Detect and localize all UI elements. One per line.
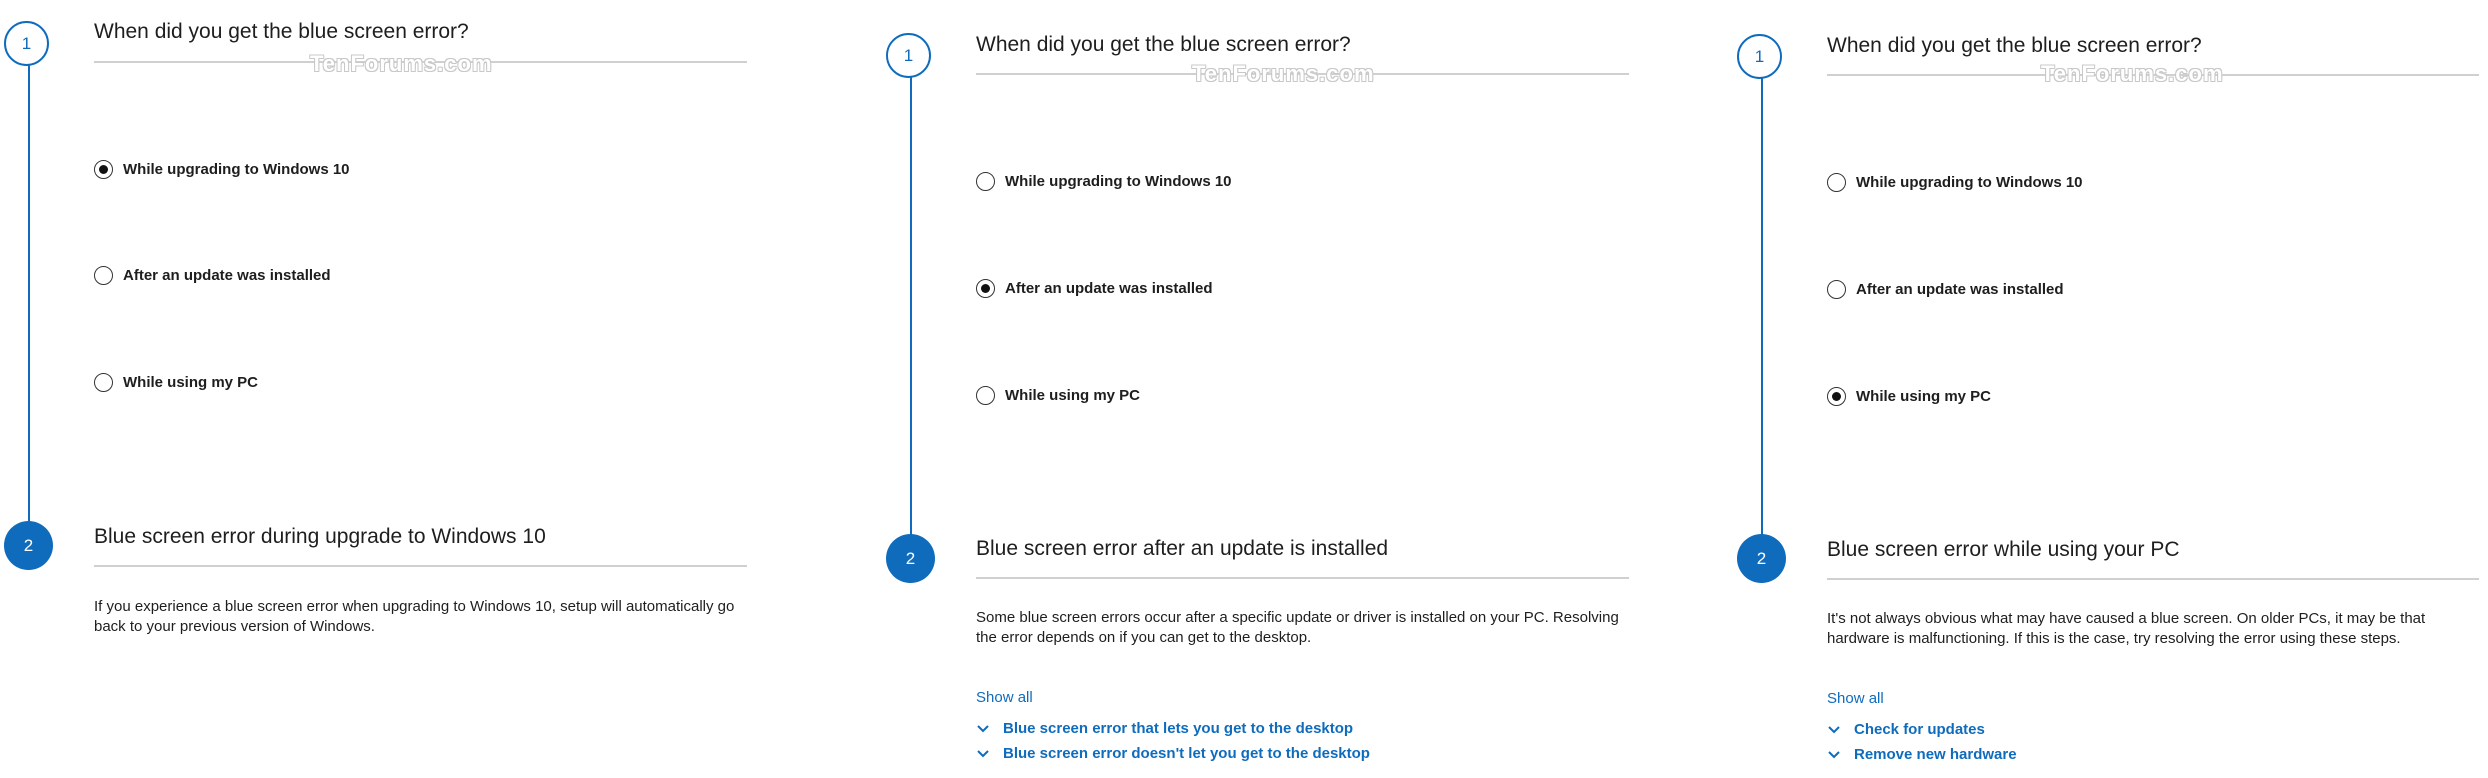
radio-button[interactable] xyxy=(94,160,113,179)
expander-remove-hardware[interactable] xyxy=(1827,746,2017,763)
section-divider xyxy=(1827,578,2479,580)
panel-upgrade xyxy=(0,0,780,778)
section-description: If you experience a blue screen error when upgrading to Windows 10, setup will automatically go back to your previous version of Windows. xyxy=(94,598,735,635)
panel-after-update xyxy=(882,0,1662,778)
section-divider xyxy=(976,577,1629,579)
watermark: TenForums.com xyxy=(310,51,493,76)
watermark: TenForums.com xyxy=(2041,61,2224,86)
radio-button[interactable] xyxy=(94,266,113,285)
expander-label[interactable]: Remove new hardware xyxy=(1854,746,2017,763)
option-while-upgrading[interactable] xyxy=(1827,173,2083,192)
option-label: While upgrading to Windows 10 xyxy=(1005,173,1232,190)
radio-button[interactable] xyxy=(1827,280,1846,299)
chevron-down-icon[interactable] xyxy=(976,722,990,736)
chevron-down-icon[interactable] xyxy=(1827,748,1841,762)
step-2-circle: 2 xyxy=(4,521,53,570)
radio-button[interactable] xyxy=(1827,173,1846,192)
watermark: TenForums.com xyxy=(1192,61,1375,86)
step-connector-line xyxy=(910,76,912,538)
expander-label[interactable]: Check for updates xyxy=(1854,721,1985,738)
step-connector-line xyxy=(28,64,30,524)
option-after-update[interactable] xyxy=(94,266,331,285)
step-connector-line xyxy=(1761,77,1763,539)
expander-label[interactable]: Blue screen error doesn't let you get to the desktop xyxy=(1003,745,1370,762)
option-label: While using my PC xyxy=(1856,388,1992,405)
option-while-using-pc[interactable] xyxy=(976,386,1140,405)
panel-while-using-pc xyxy=(1733,0,2488,778)
option-label: After an update was installed xyxy=(123,267,331,284)
expander-desktop-not-accessible[interactable] xyxy=(976,745,1370,762)
radio-button[interactable] xyxy=(976,279,995,298)
question-title: When did you get the blue screen error? xyxy=(1827,34,2202,57)
section-divider xyxy=(94,565,747,567)
section-description: It's not always obvious what may have caused a blue screen. On older PCs, it may be that hardware is malfunctioning. If this is the case, try resolving the error using these steps. xyxy=(1827,610,2426,647)
question-title: When did you get the blue screen error? xyxy=(976,33,1351,56)
expander-check-updates[interactable] xyxy=(1827,721,1985,738)
option-while-upgrading[interactable] xyxy=(94,160,350,179)
section-title: Blue screen error while using your PC xyxy=(1827,538,2180,561)
option-while-using-pc[interactable] xyxy=(1827,387,1991,406)
option-label: While using my PC xyxy=(123,374,259,391)
question-title: When did you get the blue screen error? xyxy=(94,20,469,43)
option-after-update[interactable] xyxy=(976,279,1213,298)
section-title: Blue screen error during upgrade to Windows 10 xyxy=(94,525,546,548)
show-all-link[interactable]: Show all xyxy=(976,689,1033,706)
option-label: While using my PC xyxy=(1005,387,1141,404)
option-while-using-pc[interactable] xyxy=(94,373,258,392)
expander-desktop-accessible[interactable] xyxy=(976,720,1353,737)
option-label: While upgrading to Windows 10 xyxy=(1856,174,2083,191)
option-while-upgrading[interactable] xyxy=(976,172,1232,191)
radio-button[interactable] xyxy=(1827,387,1846,406)
step-2-circle: 2 xyxy=(1737,534,1786,583)
section-description: Some blue screen errors occur after a specific update or driver is installed on your PC. Resolving the error depends on if you can get to the desktop. xyxy=(976,609,1619,646)
option-after-update[interactable] xyxy=(1827,280,2064,299)
step-1-circle: 1 xyxy=(886,33,931,78)
chevron-down-icon[interactable] xyxy=(1827,723,1841,737)
expander-label[interactable]: Blue screen error that lets you get to the desktop xyxy=(1003,720,1354,737)
option-label: While upgrading to Windows 10 xyxy=(123,161,350,178)
step-1-circle: 1 xyxy=(1737,34,1782,79)
radio-button[interactable] xyxy=(976,172,995,191)
option-label: After an update was installed xyxy=(1856,281,2064,298)
option-label: After an update was installed xyxy=(1005,280,1213,297)
step-2-circle: 2 xyxy=(886,534,935,583)
show-all-link[interactable]: Show all xyxy=(1827,690,1884,707)
section-title: Blue screen error after an update is installed xyxy=(976,537,1389,560)
radio-button[interactable] xyxy=(94,373,113,392)
step-1-circle: 1 xyxy=(4,21,49,66)
chevron-down-icon[interactable] xyxy=(976,747,990,761)
radio-button[interactable] xyxy=(976,386,995,405)
